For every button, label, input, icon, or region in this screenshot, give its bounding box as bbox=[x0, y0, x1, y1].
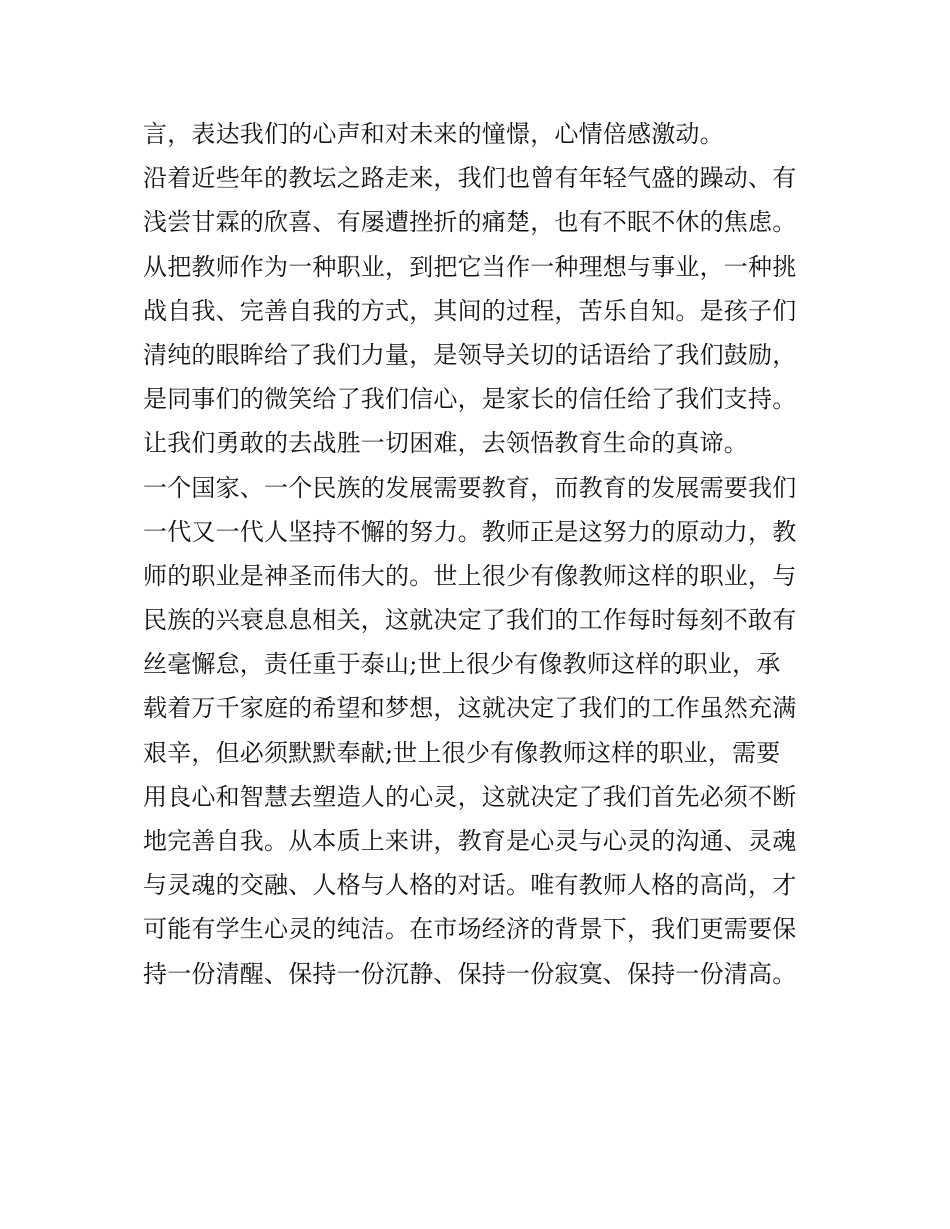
text-line: 浅尝甘霖的欣喜、有屡遭挫折的痛楚，也有不眠不休的焦虑。 bbox=[143, 208, 797, 237]
text-line: 与灵魂的交融、人格与人格的对话。唯有教师人格的高尚，才 bbox=[143, 871, 797, 900]
text-line: 持一份清醒、保持一份沉静、保持一份寂寞、保持一份清高。 bbox=[143, 959, 797, 988]
text-line: 载着万千家庭的希望和梦想，这就决定了我们的工作虽然充满 bbox=[143, 694, 797, 723]
text-line: 师的职业是神圣而伟大的。世上很少有像教师这样的职业，与 bbox=[143, 561, 797, 590]
text-line: 用良心和智慧去塑造人的心灵，这就决定了我们首先必须不断 bbox=[143, 782, 797, 811]
text-line: 一代又一代人坚持不懈的努力。教师正是这努力的原动力，教 bbox=[143, 517, 797, 546]
body-text bbox=[143, 112, 823, 996]
text-line: 从把教师作为一种职业，到把它当作一种理想与事业，一种挑 bbox=[143, 252, 797, 281]
text-line: 清纯的眼眸给了我们力量，是领导关切的话语给了我们鼓励， bbox=[143, 340, 797, 369]
text-line: 言，表达我们的心声和对未来的憧憬，心情倍感激动。 bbox=[143, 120, 724, 148]
text-line: 丝毫懈怠，责任重于泰山;世上很少有像教师这样的职业，承 bbox=[143, 650, 781, 679]
text-line: 地完善自我。从本质上来讲，教育是心灵与心灵的沟通、灵魂 bbox=[143, 827, 797, 855]
text-line: 是同事们的微笑给了我们信心，是家长的信任给了我们支持。 bbox=[143, 385, 797, 414]
text-line: 让我们勇敢的去战胜一切困难，去领悟教育生命的真谛。 bbox=[143, 429, 748, 458]
text-line: 民族的兴衰息息相关，这就决定了我们的工作每时每刻不敢有 bbox=[143, 606, 797, 635]
text-line: 可能有学生心灵的纯洁。在市场经济的背景下，我们更需要保 bbox=[143, 915, 797, 944]
text-line: 战自我、完善自我的方式，其间的过程，苦乐自知。是孩子们 bbox=[143, 296, 797, 325]
text-line: 沿着近些年的教坛之路走来，我们也曾有年轻气盛的躁动、有 bbox=[143, 164, 797, 193]
text-line: 艰辛，但必须默默奉献;世上很少有像教师这样的职业，需要 bbox=[143, 738, 781, 767]
text-line: 一个国家、一个民族的发展需要教育，而教育的发展需要我们 bbox=[143, 473, 797, 502]
